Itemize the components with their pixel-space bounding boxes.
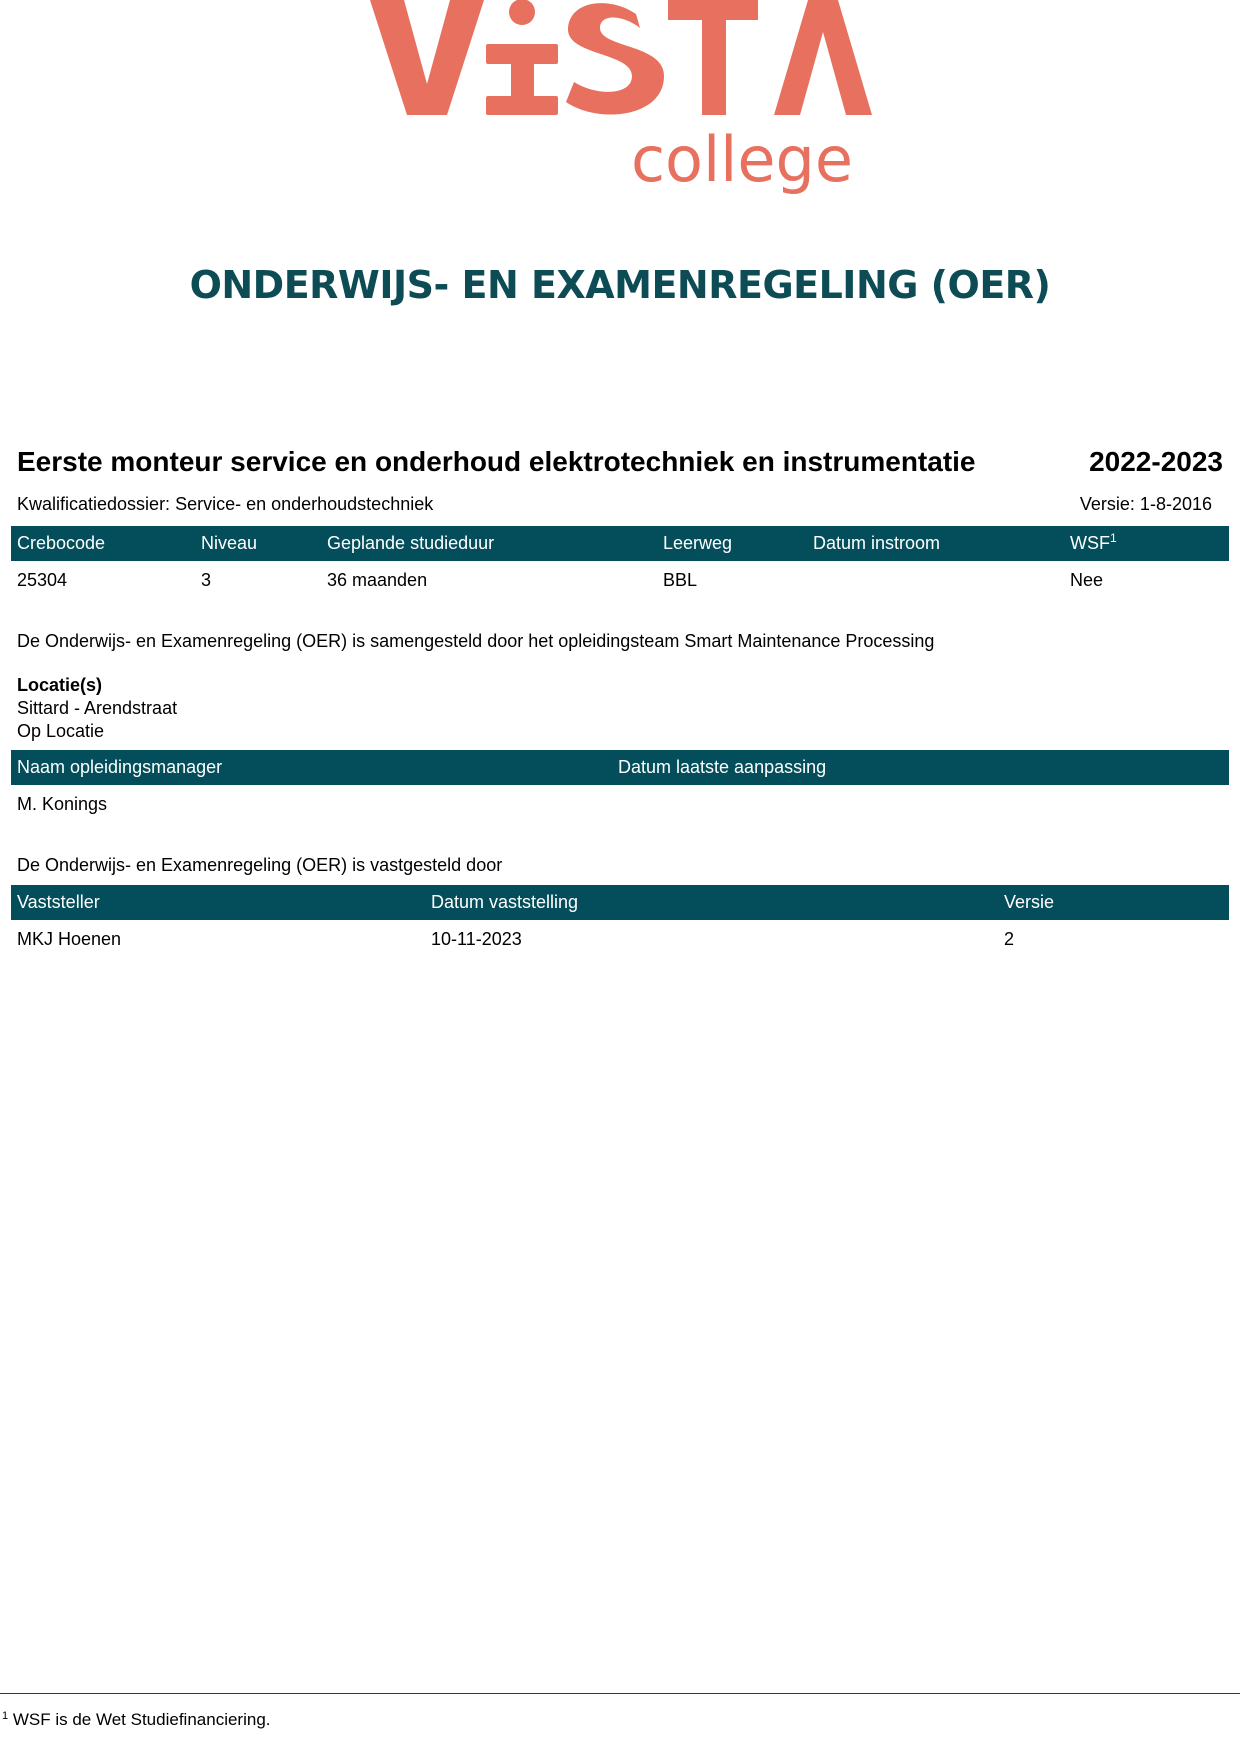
col-crebocode: Crebocode [17,533,106,553]
footnote-text: WSF is de Wet Studiefinanciering. [12,1710,271,1729]
table-row [11,563,1229,598]
location-item: Op Locatie [17,721,105,741]
logo-graphic [0,0,1240,220]
program-header [17,446,1223,478]
program-year: 2022-2023 [1089,446,1223,477]
footnote-divider [0,1693,1240,1694]
logo-wordmark-vista [370,0,872,115]
cell-datum-vaststelling: 10-11-2023 [431,929,522,949]
col-niveau: Niveau [201,533,258,553]
table-row [11,787,1229,822]
established-table-header [11,885,1229,920]
table-row [11,922,1229,957]
vista-college-logo [0,0,1240,220]
logo-wordmark-college: college [630,123,854,196]
cell-manager: M. Konings [17,794,108,814]
footnote-ref: 1 [1110,531,1117,545]
cell-crebocode: 25304 [17,570,68,590]
cell-versie: 2 [1004,929,1015,949]
col-last-change: Datum laatste aanpassing [618,757,827,777]
program-subline [17,494,1212,515]
col-vaststeller: Vaststeller [17,892,100,912]
location-item: Sittard - Arendstraat [17,698,178,718]
dossier-version: Versie: 1-8-2016 [1079,494,1212,514]
cell-niveau: 3 [201,570,212,590]
col-datum-instroom: Datum instroom [813,533,941,553]
locations-block [17,674,177,743]
page-title: ONDERWIJS- EN EXAMENREGELING (OER) [189,263,1051,307]
col-manager: Naam opleidingsmanager [17,757,223,777]
col-wsf [1070,526,1117,561]
qualification-dossier: Kwalificatiedossier: Service- en onderhoudstechniek [17,494,434,514]
cell-wsf: Nee [1070,570,1104,590]
cell-vaststeller: MKJ Hoenen [17,929,122,949]
cell-leerweg: BBL [663,570,698,590]
composed-by-text: De Onderwijs- en Examenregeling (OER) is samengesteld door het opleidingsteam Smart Maintenance Processing [17,631,935,651]
program-table-header [11,526,1229,561]
col-leerweg: Leerweg [663,533,733,553]
established-by-text: De Onderwijs- en Examenregeling (OER) is vastgesteld door [17,855,503,875]
program-name: Eerste monteur service en onderhoud elektrotechniek en instrumentatie [17,446,976,477]
manager-table-header [11,750,1229,785]
col-studieduur: Geplande studieduur [327,533,495,553]
col-wsf-label: WSF [1070,533,1110,553]
footnote [2,1710,271,1730]
col-datum-vaststelling: Datum vaststelling [431,892,579,912]
col-versie: Versie [1004,892,1055,912]
cell-studieduur: 36 maanden [327,570,428,590]
locations-heading: Locatie(s) [17,675,103,695]
footnote-marker: 1 [2,1710,9,1722]
